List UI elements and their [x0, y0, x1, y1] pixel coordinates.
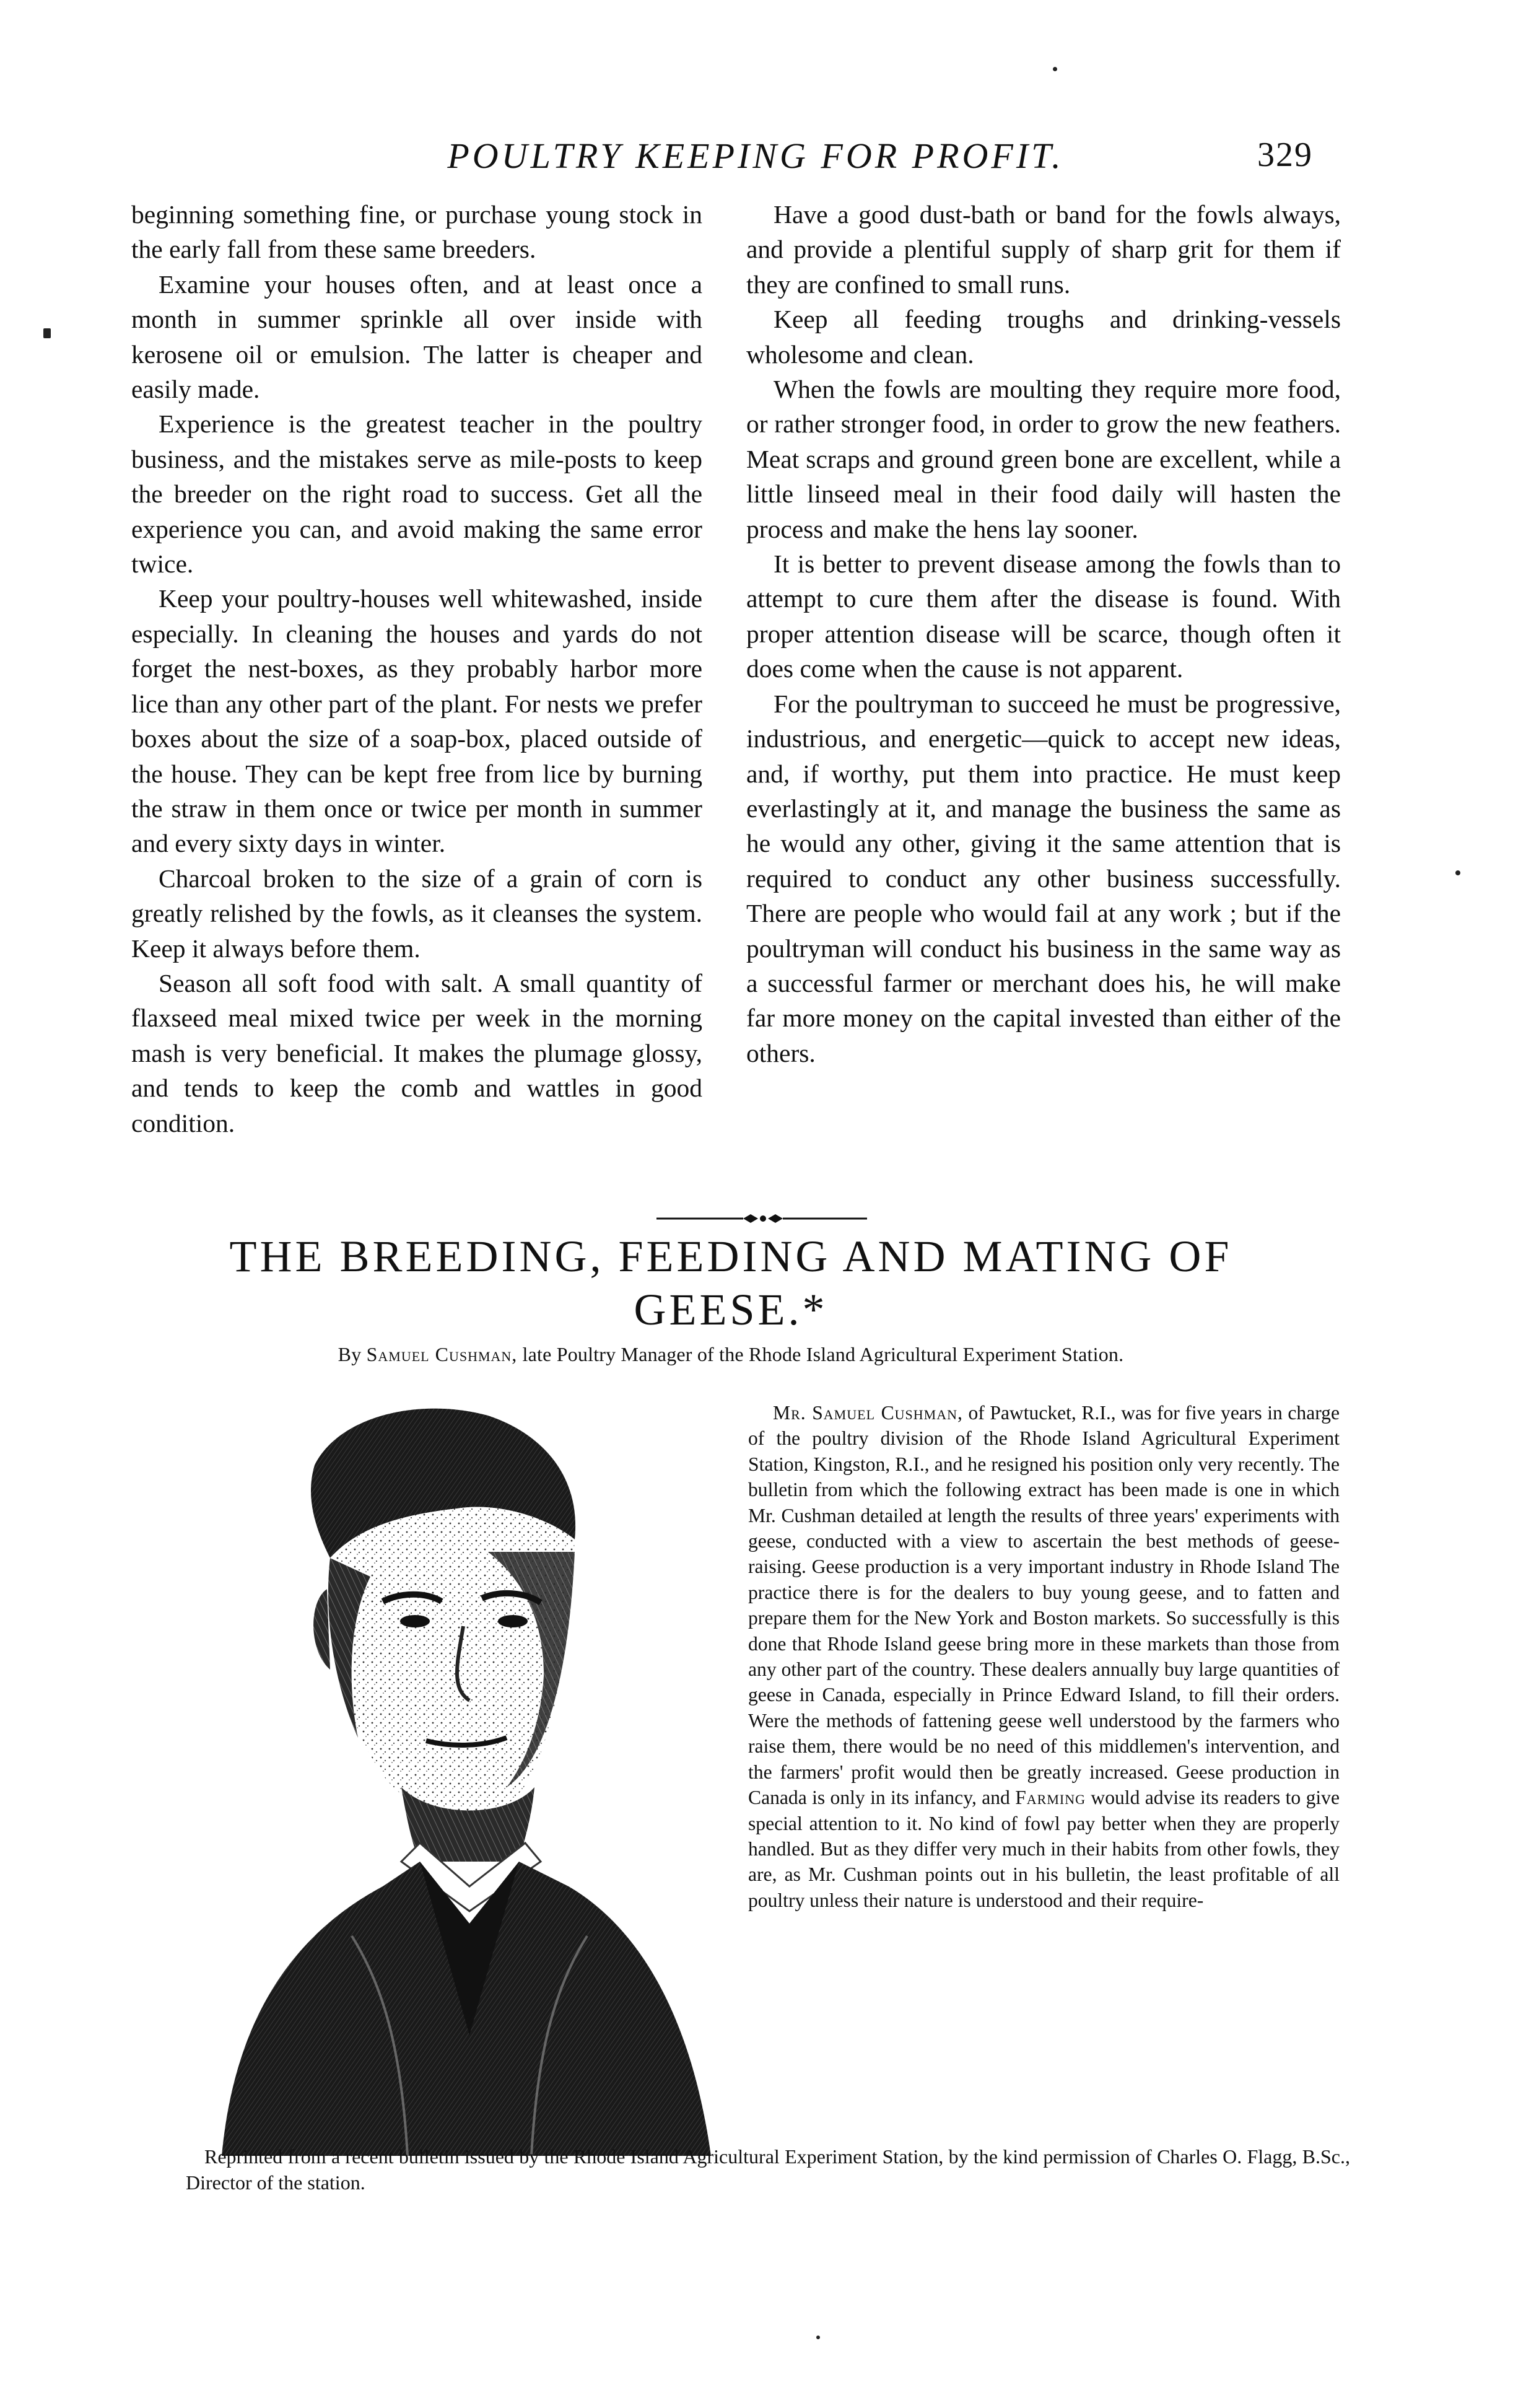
- page-number: 329: [1257, 136, 1313, 174]
- article-title: THE BREEDING, FEEDING AND MATING OF GEESE.*: [229, 1232, 1232, 1334]
- article-intro: [748, 1400, 1340, 1913]
- byline: [142, 1343, 1319, 1366]
- byline-author: Samuel Cushman,: [366, 1343, 518, 1365]
- intro-text-continued: would advise its readers to give special attention to it. No kind of fowl pay better when they are properly handled. But as they differ very much in their habits from other fowls, they are, as Mr. Cushman points out in his bulletin, the least profitable of all poultry unless their nature is understood and their require-: [748, 1787, 1340, 1911]
- right-column: [746, 197, 1341, 1070]
- footnote: Reprinted from a recent bulletin issued by the Rhode Island Agricultural Experiment Station, by the kind permission of Charles O. Flagg, B.Sc., Director of the station.: [186, 2145, 1350, 2194]
- scan-speck: [1053, 67, 1057, 71]
- running-head: POULTRY KEEPING FOR PROFIT.: [447, 136, 1064, 176]
- left-column: [131, 197, 702, 1141]
- scan-speck: [1455, 870, 1460, 875]
- paragraph: When the fowls are moulting they require more food, or rather stronger food, in order to grow the new feathers. Meat scraps and ground green bone are excellent, while a little linseed meal in their food daily will hasten the process and make the hens lay sooner.: [746, 375, 1341, 543]
- byline-rest: late Poultry Manager of the Rhode Island Agricultural Experiment Station.: [522, 1343, 1124, 1365]
- paragraph: Season all soft food with salt. A small quantity of flaxseed meal mixed twice per week in the morning mash is very beneficial. It makes the plumage glossy, and tends to keep the comb and wattles in good condition.: [131, 968, 702, 1137]
- intro-lead: Mr. Samuel Cushman,: [773, 1402, 963, 1424]
- paragraph: It is better to prevent disease among the fowls than to attempt to cure them after the disease is found. With proper attention disease will be scarce, though often it does come when the cause is not apparent.: [746, 549, 1341, 683]
- paragraph: beginning something fine, or purchase young stock in the early fall from these same breeders.: [131, 200, 702, 264]
- paragraph: Keep your poultry-houses well whitewashed, inside especially. In cleaning the houses and yards do not forget the nest-boxes, as they probably harbor more lice than any other part of the plant. For nests we prefer boxes about the size of a soap-box, placed outside of the house. They can be kept free from lice by burning the straw in them once or twice per month in summer and every sixty days in winter.: [131, 584, 702, 858]
- intro-journal-name: Farming: [1015, 1787, 1086, 1809]
- scan-speck: [43, 328, 51, 338]
- paragraph: Experience is the greatest teacher in the poultry business, and the mistakes serve as mile-posts to keep the breeder on the right road to success. Get all the experience you can, and avoid making the same error twice.: [131, 409, 702, 579]
- paragraph: Charcoal broken to the size of a grain of corn is greatly relished by the fowls, as it cleanses the system. Keep it always before them.: [131, 864, 702, 963]
- paragraph: Examine your houses often, and at least once a month in summer sprinkle all over inside with kerosene oil or emulsion. The latter is cheaper and easily made.: [131, 269, 702, 404]
- intro-text: of Pawtucket, R.I., was for five years in charge of the poultry division of the Rhode Island Agricultural Experiment Station, Kingston, R.I., and he resigned his position only very recently. The bulletin from which the following extract has been made is one in which Mr. Cushman detailed at length the results of three years' experiments with geese, conducted with a view to ascertain the best methods of geese-raising. Geese production is a very important industry in Rhode Island The practice there is for the dealers to buy young geese, and to fatten and prepare them for the New York and Boston markets. So successfully is this done that Rhode Island geese bring more in these markets than those from any other part of the country. These dealers annually buy large quantities of geese in Canada, especially in Prince Edward Island, to fill their orders. Were the methods of fattening geese well understood by the farmers who raise them, there would be no need of this middlemen's intervention, and the farmers' profit would then be greatly increased. Geese production in Canada is only in its infancy, and: [748, 1402, 1340, 1809]
- portrait-engraving-image: [197, 1391, 717, 2156]
- paragraph: Have a good dust-bath or band for the fowls always, and provide a plentiful supply of sharp grit for them if they are confined to small runs.: [746, 200, 1341, 299]
- ornamental-rule-divider-icon: [656, 1211, 867, 1226]
- byline-prefix: By: [338, 1343, 362, 1365]
- paragraph: Keep all feeding troughs and drinking-vessels wholesome and clean.: [746, 305, 1341, 369]
- paragraph: For the poultryman to succeed he must be progressive, industrious, and energetic—quick to accept new ideas, and, if worthy, put them into practice. He must keep everlastingly at it, and manage the business the same as he would any other, giving it the same attention that is required to conduct any other business successfully. There are people who would fail at any work ; but if the poultryman will conduct his business in the same way as a successful farmer or merchant does his, he will make far more money on the capital invested than either of the others.: [746, 689, 1341, 1067]
- scan-speck: [816, 2336, 820, 2339]
